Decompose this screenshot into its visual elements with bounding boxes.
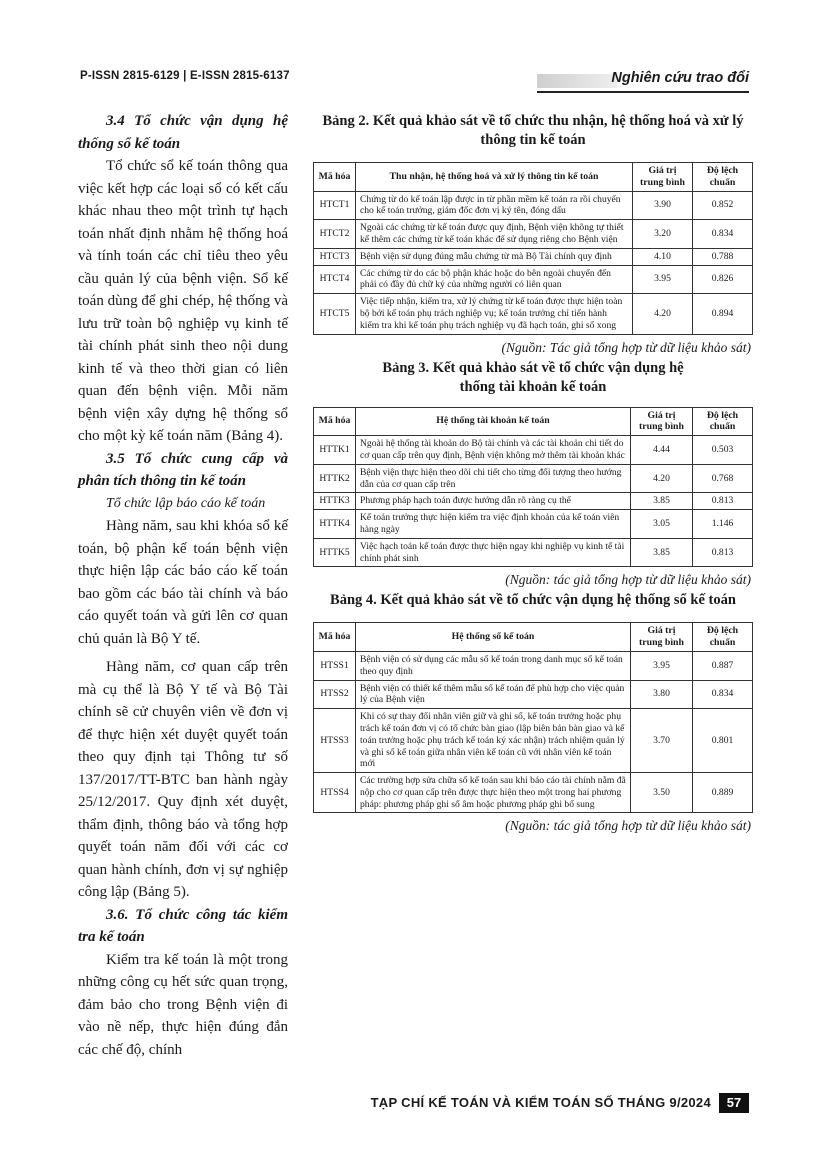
heading-3-5: 3.5 Tổ chức cung cấp và phân tích thông tin kế toán (78, 450, 288, 489)
table-row (314, 191, 753, 220)
table-row (314, 680, 753, 709)
cell-code: HTSS2 (314, 680, 356, 709)
cell-code: HTTK1 (314, 436, 356, 465)
table-row (314, 436, 753, 465)
cell-code: HTTK4 (314, 510, 356, 539)
cell-mean: 4.44 (631, 436, 693, 465)
cell-mean: 3.95 (631, 651, 693, 680)
cell-code: HTSS4 (314, 773, 356, 813)
table-row (314, 248, 753, 265)
cell-mean: 3.05 (631, 510, 693, 539)
table-header-row (314, 407, 753, 436)
cell-code: HTCT3 (314, 248, 356, 265)
cell-mean: 3.85 (631, 493, 693, 510)
cell-item: Ngoài hệ thống tài khoản do Bộ tài chính và các tài khoản chi tiết do cơ quan cấp trên quy định, Bệnh viện không mở thêm tài khoản khác (356, 436, 631, 465)
page-footer (340, 1093, 749, 1115)
cell-item: Ngoài các chứng từ kế toán được quy định, Bệnh viện không tự thiết kế thêm các chứng từ kế toán khác để sử dụng riêng cho Bệnh viện (356, 220, 633, 249)
paragraph: Tổ chức sổ kế toán thông qua việc kết hợp các loại sổ có kết cấu khác nhau theo một trình tự hạch toán nhất định nhằm hệ thống hoá và tính toán các chỉ tiêu theo yêu cầu quản lý của bệnh viện. Sổ kế toán dùng để ghi chép, hệ thống và lưu trữ toàn bộ nghiệp vụ kinh tế tài chính phát sinh theo nội dung kinh tế và theo thời gian có liên quan đến bệnh viện. Mỗi năm bệnh viện xây dựng hệ thống sổ cho một kỳ kế toán năm (Bảng 4). (78, 158, 288, 444)
cell-mean: 4.20 (631, 464, 693, 493)
col-header-item: Hệ thống tài khoản kế toán (356, 407, 631, 436)
col-header-code: Mã hóa (314, 163, 356, 192)
table-row (314, 773, 753, 813)
cell-sd: 0.887 (693, 651, 753, 680)
cell-sd: 0.834 (693, 680, 753, 709)
section-header (537, 70, 749, 93)
cell-mean: 4.10 (633, 248, 693, 265)
section-title: Nghiên cứu trao đổi (611, 70, 749, 86)
col-header-item: Thu nhận, hệ thống hoá và xử lý thông tin kế toán (356, 163, 633, 192)
table-4-caption: Bảng 4. Kết quả khảo sát về tổ chức vận dụng hệ thống sổ kế toán (330, 592, 736, 609)
cell-code: HTTK2 (314, 464, 356, 493)
cell-sd: 0.801 (693, 709, 753, 773)
cell-mean: 3.50 (631, 773, 693, 813)
col-header-mean: Giá trị trung bình (631, 623, 693, 652)
cell-sd: 0.788 (693, 248, 753, 265)
paragraph: Kiểm tra kế toán là một trong những công cụ hết sức quan trọng, đảm bảo cho trong Bệnh viện đi vào nề nếp, thực hiện đúng đắn các chế độ, chính (78, 951, 288, 1058)
cell-mean: 3.95 (633, 265, 693, 294)
cell-sd: 0.813 (693, 538, 753, 567)
cell-code: HTSS3 (314, 709, 356, 773)
cell-item: Bệnh viện sử dụng đúng mẫu chứng từ mà Bộ Tài chính quy định (356, 248, 633, 265)
cell-item: Kế toán trưởng thực hiện kiểm tra việc định khoản của kế toán viên hàng ngày (356, 510, 631, 539)
col-header-sd: Độ lệch chuẩn (693, 163, 753, 192)
cell-item: Việc tiếp nhận, kiểm tra, xử lý chứng từ kế toán được thực hiện toàn bộ bởi kế toán phụ trách nghiệp vụ; kế toán trưởng chỉ tiến hành kiểm tra khi kế toán phụ trách nghiệp vụ đã hạch toán, ghi sổ xong (356, 294, 633, 334)
table-header-row (314, 163, 753, 192)
cell-item: Khi có sự thay đổi nhân viên giữ và ghi sổ, kế toán trưởng hoặc phụ trách kế toán đơn vị có tổ chức bàn giao (lập biên bản bàn giao và kế toán trưởng hoặc phụ trách kế toán ký xác nhận) trách nhiệm quản lý và ghi sổ kế toán giữa nhân viên kế toán cũ với nhân viên kế toán mới (356, 709, 631, 773)
cell-sd: 0.813 (693, 493, 753, 510)
table-2-caption: Bảng 2. Kết quả khảo sát về tổ chức thu nhận, hệ thống hoá và xử lý thông tin kế toán (322, 113, 744, 148)
issn-line: P-ISSN 2815-6129 | E-ISSN 2815-6137 (80, 70, 290, 82)
right-column (313, 112, 753, 837)
cell-mean: 4.20 (633, 294, 693, 334)
cell-sd: 0.894 (693, 294, 753, 334)
cell-code: HTCT2 (314, 220, 356, 249)
col-header-sd: Độ lệch chuẩn (693, 623, 753, 652)
header-decoration (537, 74, 617, 88)
cell-item: Bệnh viện thực hiện theo dõi chi tiết cho từng đối tượng theo hướng dẫn của cơ quan cấp trên (356, 464, 631, 493)
cell-sd: 0.826 (693, 265, 753, 294)
table-row (314, 538, 753, 567)
table-2-source: (Nguồn: Tác giả tổng hợp từ dữ liệu khảo sát) (501, 339, 751, 355)
table-3-source: (Nguồn: tác giả tổng hợp từ dữ liệu khảo sát) (505, 572, 751, 588)
table-row (314, 265, 753, 294)
table-row (314, 493, 753, 510)
table-row (314, 294, 753, 334)
cell-sd: 0.834 (693, 220, 753, 249)
cell-sd: 0.889 (693, 773, 753, 813)
cell-code: HTSS1 (314, 651, 356, 680)
col-header-item: Hệ thống sổ kế toán (356, 623, 631, 652)
cell-mean: 3.70 (631, 709, 693, 773)
cell-mean: 3.20 (633, 220, 693, 249)
table-row (314, 510, 753, 539)
table-3 (313, 407, 753, 568)
table-row (314, 464, 753, 493)
cell-code: HTCT1 (314, 191, 356, 220)
cell-mean: 3.85 (631, 538, 693, 567)
col-header-mean: Giá trị trung bình (633, 163, 693, 192)
cell-sd: 0.768 (693, 464, 753, 493)
col-header-code: Mã hóa (314, 407, 356, 436)
col-header-mean: Giá trị trung bình (631, 407, 693, 436)
page-number: 57 (719, 1093, 749, 1113)
heading-3-4: 3.4 Tổ chức vận dụng hệ thống sổ kế toán (78, 113, 288, 152)
subheading: Tổ chức lập báo cáo kế toán (106, 495, 266, 511)
paragraph: Hàng năm, sau khi khóa sổ kế toán, bộ phận kế toán bệnh viện thực hiện lập các báo cáo kế toán bao gồm các báo tài chính và báo cáo quyết toán và gửi lên cơ quan chủ quản là Bộ Y tế. (78, 518, 288, 647)
table-3-caption: Bảng 3. Kết quả khảo sát về tổ chức vận dụng hệ thống tài khoản kế toán (382, 359, 684, 395)
cell-code: HTTK5 (314, 538, 356, 567)
cell-item: Bệnh viện có thiết kế thêm mẫu sổ kế toán để phù hợp cho việc quản lý của Bệnh viện (356, 680, 631, 709)
cell-item: Các chứng từ do các bộ phận khác hoặc do bên ngoài chuyển đến phải có đầy đủ chữ ký của những người có liên quan (356, 265, 633, 294)
table-4-source: (Nguồn: tác giả tổng hợp từ dữ liệu khảo sát) (505, 818, 751, 834)
table-4 (313, 622, 753, 813)
magazine-title: TẠP CHÍ KẾ TOÁN VÀ KIỂM TOÁN SỐ THÁNG 9/2024 (370, 1095, 711, 1110)
col-header-sd: Độ lệch chuẩn (693, 407, 753, 436)
cell-code: HTCT5 (314, 294, 356, 334)
cell-code: HTCT4 (314, 265, 356, 294)
cell-item: Bệnh viện có sử dụng các mẫu sổ kế toán trong danh mục sổ kế toán theo quy định (356, 651, 631, 680)
cell-item: Các trường hợp sửa chữa sổ kế toán sau khi báo cáo tài chính nằm đã nộp cho cơ quan cấp trên được thực hiện theo một trong hai phương pháp: phương pháp ghi số âm hoặc phương pháp ghi bổ sung (356, 773, 631, 813)
table-header-row (314, 623, 753, 652)
cell-item: Chứng từ do kế toán lập được in từ phần mềm kế toán ra rồi chuyển cho kế toán trưởng, giám đốc đơn vị ký tên, đóng dấu (356, 191, 633, 220)
table-row (314, 709, 753, 773)
table-row (314, 220, 753, 249)
cell-mean: 3.80 (631, 680, 693, 709)
heading-3-6: 3.6. Tổ chức công tác kiểm tra kế toán (78, 906, 288, 945)
cell-code: HTTK3 (314, 493, 356, 510)
cell-mean: 3.90 (633, 191, 693, 220)
cell-sd: 1.146 (693, 510, 753, 539)
left-column (78, 110, 288, 1061)
table-row (314, 651, 753, 680)
cell-item: Việc hạch toán kế toán được thực hiện ngay khi nghiệp vụ kinh tế tài chính phát sinh (356, 538, 631, 567)
paragraph: Hàng năm, cơ quan cấp trên mà cụ thể là Bộ Y tế và Bộ Tài chính sẽ cử chuyên viên về đơn vị để thực hiện xét duyệt quyết toán theo quy định tại Thông tư số 137/2017/TT-BTC ban hành ngày 25/12/2017. Quy định xét duyệt, thẩm định, thông báo và tổng hợp quyết toán năm đối với các cơ quan hành chính, đơn vị sự nghiệp công lập (Bảng 5). (78, 659, 288, 900)
col-header-code: Mã hóa (314, 623, 356, 652)
cell-sd: 0.503 (693, 436, 753, 465)
cell-item: Phương pháp hạch toán được hướng dẫn rõ ràng cụ thể (356, 493, 631, 510)
cell-sd: 0.852 (693, 191, 753, 220)
table-2 (313, 162, 753, 335)
